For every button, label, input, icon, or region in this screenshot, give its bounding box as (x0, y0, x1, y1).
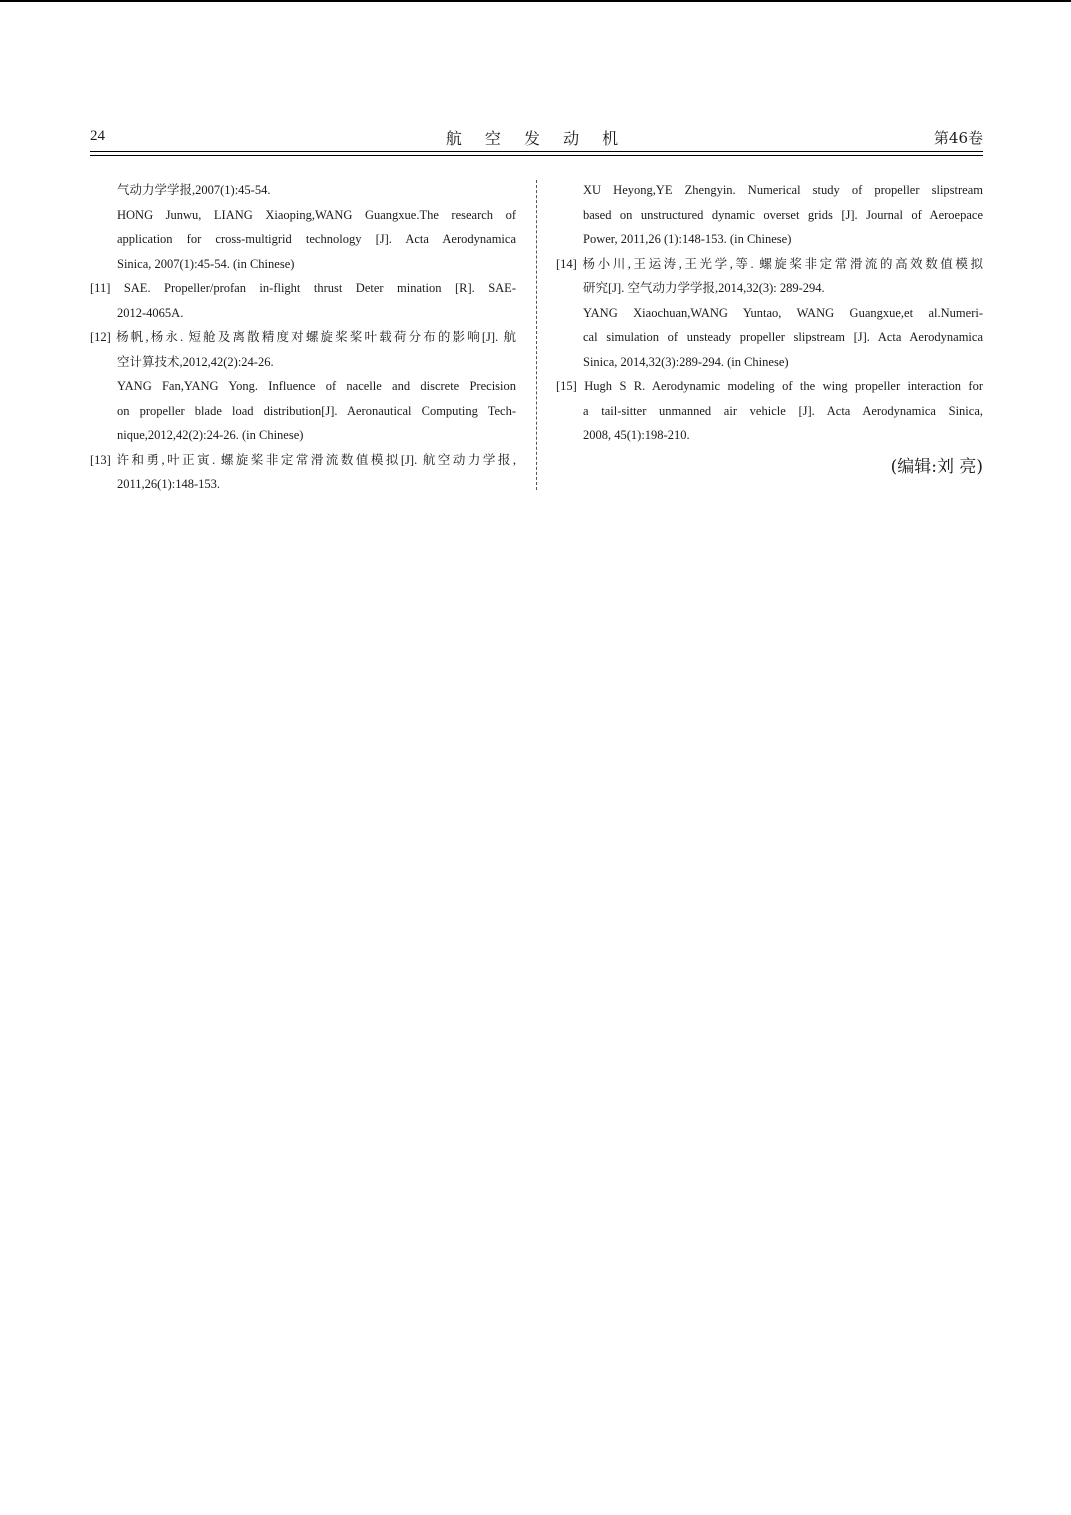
reference-line: a tail-sitter unmanned air vehicle [J]. Acta Aerodynamica Sinica, (583, 403, 983, 418)
reference-line: 气动力学学报,2007(1):45-54. (117, 183, 271, 197)
reference-line: YANG Fan,YANG Yong. Influence of nacelle and discrete Precision (117, 379, 516, 393)
reference-line: nique,2012,42(2):24-26. (in Chinese) (117, 428, 304, 442)
top-border (0, 0, 1071, 2)
volume-label: 第46卷 (933, 129, 983, 147)
reference-line: [11] SAE. Propeller/profan in-flight thrust Deter mination [R]. SAE- (90, 281, 516, 295)
reference-line: YANG Xiaochuan,WANG Yuntao, WANG Guangxue,et al.Numeri- (583, 305, 983, 320)
right-column-references (556, 178, 983, 482)
journal-title: 航 空 发 动 机 (445, 129, 628, 148)
reference-line: [13] 许和勇,叶正寅. 螺旋桨非定常滑流数值模拟[J]. 航空动力学报, (90, 452, 516, 467)
header-rule (90, 151, 983, 152)
reference-line: Power, 2011,26 (1):148-153. (in Chinese) (583, 232, 792, 246)
header-rule-secondary (90, 155, 983, 156)
reference-line: 2008, 45(1):198-210. (583, 428, 690, 442)
editor-credit: (编辑:刘 亮) (890, 456, 983, 477)
reference-line: [15] Hugh S R. Aerodynamic modeling of the wing propeller interaction for (556, 379, 983, 393)
reference-line: on propeller blade load distribution[J]. Aeronautical Computing Tech- (117, 403, 516, 418)
reference-line: cal simulation of unsteady propeller slipstream [J]. Acta Aerodynamica (583, 330, 983, 344)
column-divider (536, 180, 537, 490)
reference-line: [12] 杨帆,杨永. 短舱及离散精度对螺旋桨桨叶载荷分布的影响[J]. 航 (90, 330, 516, 344)
reference-line: XU Heyong,YE Zhengyin. Numerical study of propeller slipstream (583, 183, 983, 197)
page-number: 24 (90, 128, 105, 144)
reference-line: Sinica, 2007(1):45-54. (in Chinese) (117, 256, 295, 271)
reference-line: 空计算技术,2012,42(2):24-26. (117, 354, 274, 369)
reference-line: based on unstructured dynamic overset grids [J]. Journal of Aeroepace (583, 207, 983, 222)
running-header (90, 126, 983, 152)
reference-line: application for cross-multigrid technology [J]. Acta Aerodynamica (117, 232, 516, 246)
reference-line: Sinica, 2014,32(3):289-294. (in Chinese) (583, 354, 789, 369)
reference-line: [14] 杨小川,王运涛,王光学,等. 螺旋桨非定常滑流的高效数值模拟 (556, 256, 983, 271)
reference-line: HONG Junwu, LIANG Xiaoping,WANG Guangxue.The research of (117, 207, 516, 222)
reference-line: 2011,26(1):148-153. (117, 477, 220, 491)
left-column-references (90, 178, 516, 497)
reference-line: 研究[J]. 空气动力学学报,2014,32(3): 289-294. (583, 281, 825, 295)
reference-line: 2012-4065A. (117, 305, 184, 320)
